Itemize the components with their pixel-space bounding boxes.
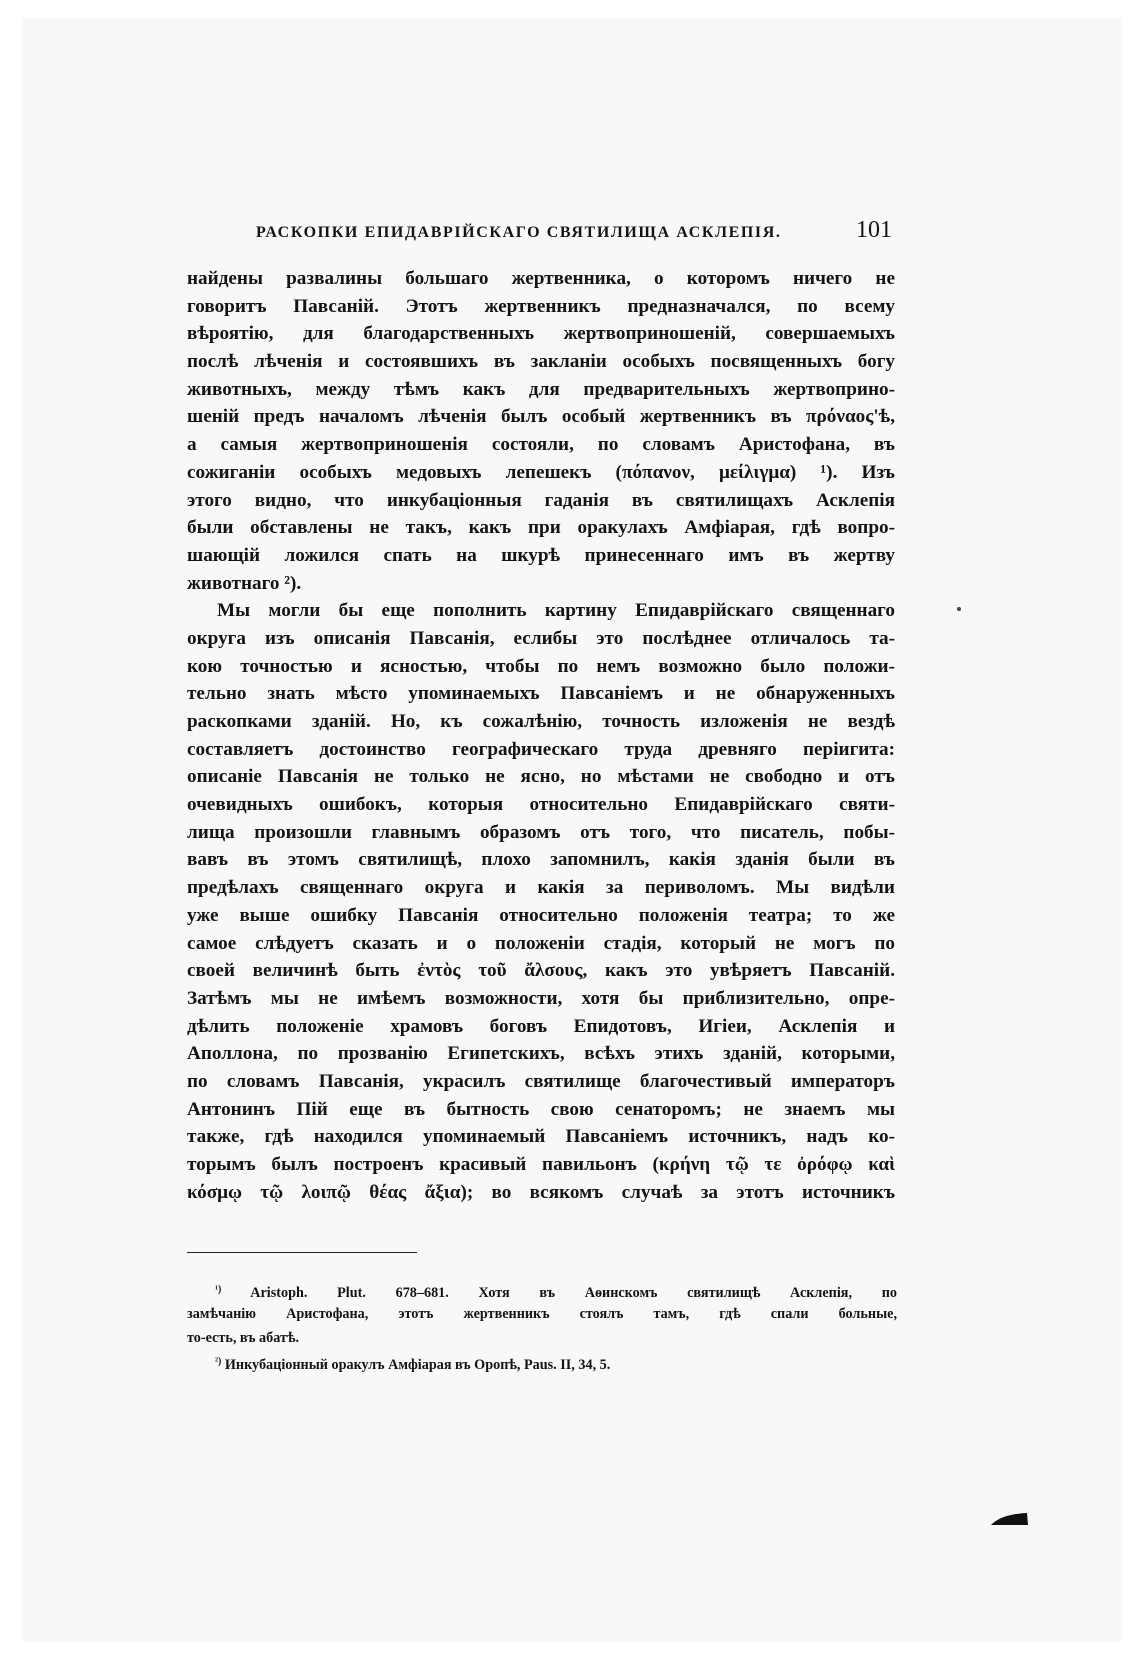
text-line: κόσμῳ τῷ λοιπῷ θέας ἄξια); во всякомъ случаѣ за этотъ источникъ: [187, 1181, 895, 1203]
text-line: торымъ былъ построенъ красивый павильонъ (κρήνη τῷ τε ὀρόφῳ καὶ: [187, 1154, 895, 1175]
text-line: животныхъ, между тѣмъ какъ для предварительныхъ жертвоприно-: [187, 378, 895, 400]
footnote-1-line: [187, 1278, 897, 1302]
paragraph-start-line: Мы могли бы еще пополнить картину Епидаврійскаго священнаго: [217, 600, 895, 622]
text-line: дѣлить положеніе храмовъ боговъ Епидотовъ, Игіеи, Асклепія и: [187, 1015, 895, 1037]
text-line: округа изъ описанія Павсанія, еслибы это послѣднее отличалось та-: [187, 627, 895, 649]
text-line: уже выше ошибку Павсанія относительно положенія театра; то же: [187, 904, 895, 926]
text-line: лища произошли главнымъ образомъ отъ того, что писатель, побы-: [187, 821, 895, 843]
text-line: также, гдѣ находился упоминаемый Павсаніемъ источникъ, надъ ко-: [187, 1126, 895, 1148]
text-line: раскопками зданій. Но, къ сожалѣнію, точность изложенія не вездѣ: [187, 711, 895, 732]
text-line: вавъ въ этомъ святилищѣ, плохо запомнилъ, какія зданія были въ: [187, 849, 895, 871]
footnotes: [187, 1278, 897, 1374]
footnote-rule: [187, 1252, 417, 1253]
text-line: своей величинѣ быть ἐντὸς τοῦ ἄλσους, какъ это увѣряетъ Павсаній.: [187, 960, 895, 982]
text-line: предѣлахъ священнаго округа и какія за периволомъ. Мы видѣли: [187, 877, 895, 899]
text-line: этого видно, что инкубаціонныя гаданія въ святилищахъ Асклепія: [187, 489, 895, 511]
text-line: а самыя жертвоприношенія состояли, по словамъ Аристофана, въ: [187, 434, 895, 456]
text-line: послѣ лѣченія и состоявшихъ въ закланіи особыхъ посвященныхъ богу: [187, 351, 895, 373]
footnote-2-marker: ²): [215, 1356, 222, 1367]
scan-speck: [957, 607, 961, 611]
text-line: говоритъ Павсаній. Этотъ жертвенникъ предназначался, по всему: [187, 295, 895, 317]
scan-edge-mark: [989, 1511, 1029, 1526]
main-text: [187, 265, 895, 1206]
footnote-2-text: Инкубаціонный оракулъ Амфіарая въ Оропѣ, Paus. II, 34, 5.: [224, 1357, 611, 1373]
text-line: очевидныхъ ошибокъ, которыя относительно Епидаврійскаго святи-: [187, 794, 895, 816]
running-header: [256, 217, 892, 247]
text-line: описаніе Павсанія не только не ясно, но мѣстами не свободно и отъ: [187, 766, 895, 788]
text-line: Аполлона, по прозванію Египетскихъ, всѣхъ этихъ зданій, которыми,: [187, 1043, 895, 1065]
text-line: кою точностью и ясностью, чтобы по немъ возможно было положи-: [187, 655, 895, 677]
text-line: вѣроятію, для благодарственныхъ жертвоприношеній, совершаемыхъ: [187, 323, 895, 345]
text-line: тельно знать мѣсто упоминаемыхъ Павсаніемъ и не обнаруженныхъ: [187, 683, 895, 705]
text-line: сожиганіи особыхъ медовыхъ лепешекъ (πόπανον, μείλιγμα) ¹). Изъ: [187, 461, 895, 483]
text-line: Антонинъ Пій еще въ бытность свою сенаторомъ; не знаемъ мы: [187, 1098, 895, 1120]
footnote-2-line: [187, 1350, 897, 1374]
text-line: шающій ложился спать на шкурѣ принесеннаго имъ въ жертву: [187, 544, 895, 566]
text-line: составляетъ достоинство географическаго труда древняго періигита:: [187, 738, 895, 760]
text-line: найдены развалины большаго жертвенника, о которомъ ничего не: [187, 268, 895, 289]
footnote-1-marker: ¹): [215, 1284, 222, 1295]
text-line: самое слѣдуетъ сказать и о положеніи стадія, который не могъ по: [187, 932, 895, 954]
text-line: по словамъ Павсанія, украсилъ святилище благочестивый императоръ: [187, 1070, 895, 1092]
text-line: Затѣмъ мы не имѣемъ возможности, хотя бы приблизительно, опре-: [187, 987, 895, 1009]
text-line: были обставлены не такъ, какъ при оракулахъ Амфіарая, гдѣ вопро-: [187, 517, 895, 539]
page-number: 101: [856, 217, 892, 243]
footnote-1-text: Aristoph. Plut. 678–681. Хотя въ Аѳинскомъ святилищѣ Асклепія, по: [250, 1285, 897, 1301]
footnote-1-line: замѣчанію Аристофана, этотъ жертвенникъ стоялъ тамъ, гдѣ спали больные,: [187, 1306, 897, 1322]
footnote-1-line: то-есть, въ абатѣ.: [187, 1330, 300, 1346]
text-line: шеній предъ началомъ лѣченія былъ особый жертвенникъ въ πρόναος'ѣ,: [187, 406, 895, 428]
text-line: животнаго ²).: [187, 572, 302, 594]
running-title: РАСКОПКИ ЕПИДАВРІЙСКАГО СВЯТИЛИЩА АСКЛЕПІЯ.: [256, 224, 782, 241]
